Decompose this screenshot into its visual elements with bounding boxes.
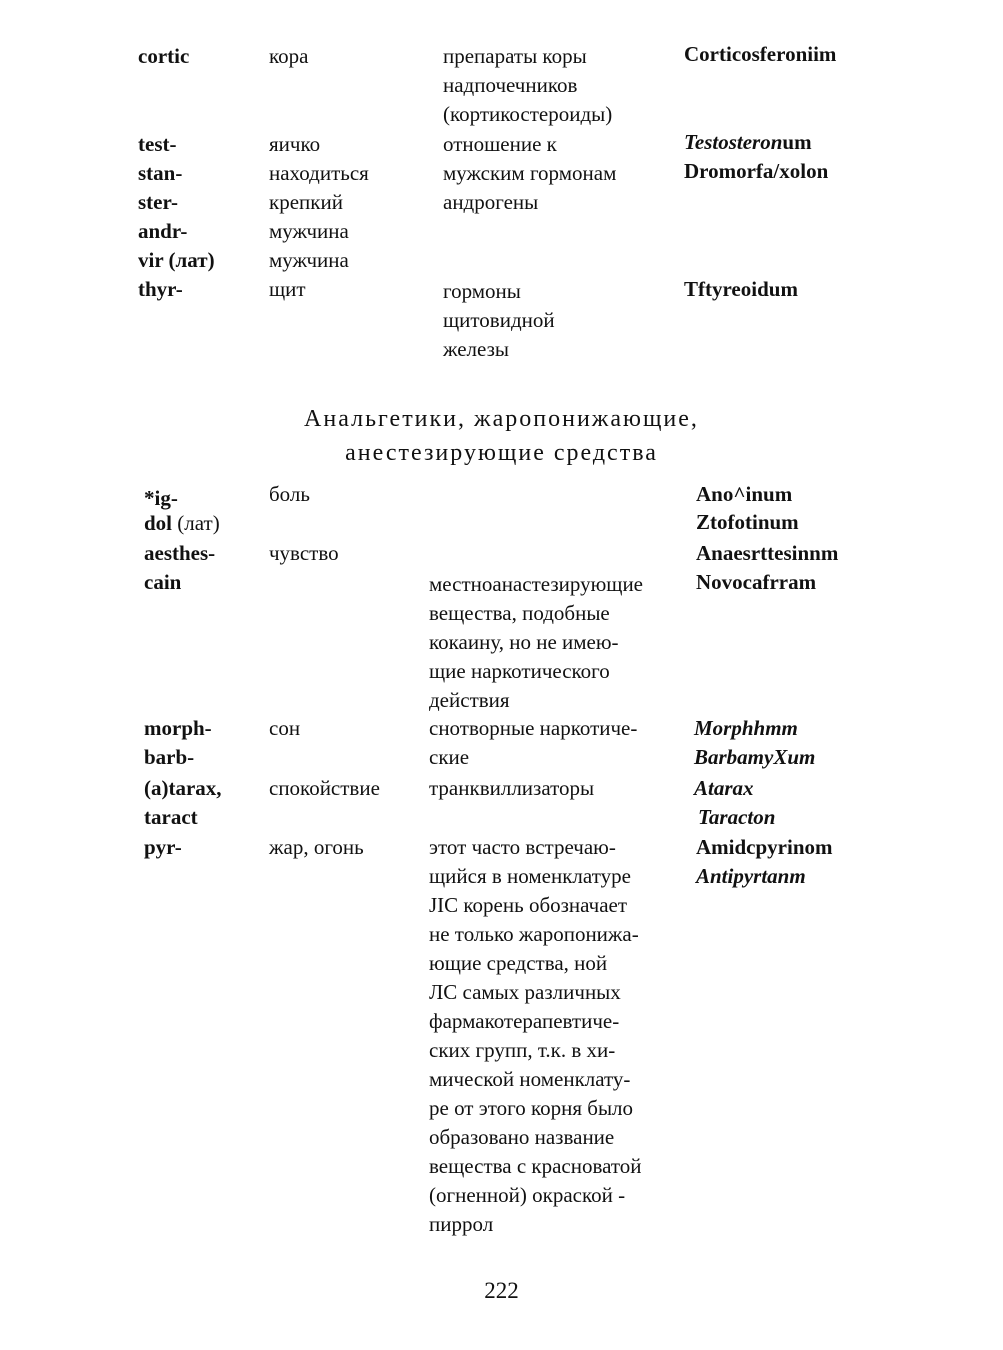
root-term: aesthes- (144, 541, 216, 565)
drug-name: Testosteronum (684, 130, 812, 154)
root-term: cortic (138, 44, 190, 68)
root-term: ster- (138, 190, 179, 214)
root-note: мужским гормонам (443, 161, 617, 185)
root-term: test- (138, 132, 177, 156)
root-note: гормоны (443, 279, 521, 303)
drug-name: Corticosferoniim (684, 42, 837, 66)
root-note: JIC корень обозначает (429, 893, 628, 917)
root-meaning: находиться (269, 161, 369, 185)
root-note: ЛС самых различных (429, 980, 621, 1004)
root-term: thyr- (138, 277, 183, 301)
root-note: ющие средства, ной (429, 951, 608, 975)
root-note: ские (429, 745, 470, 769)
root-term-latin: dol (лат) (144, 511, 220, 535)
root-note: (кортикостероиды) (443, 102, 613, 126)
root-note: образовано название (429, 1125, 615, 1149)
root-note: вещества, подобные (429, 601, 610, 625)
root-meaning: боль (269, 482, 310, 506)
root-note: отношение к (443, 132, 557, 156)
root-term: stan- (138, 161, 183, 185)
page-number: 222 (484, 1278, 519, 1303)
root-meaning: яичко (269, 132, 321, 156)
root-term: (a)tarax, (144, 776, 222, 800)
root-term: morph- (144, 716, 212, 740)
root-note: транквиллизаторы (429, 776, 595, 800)
root-note: препараты коры (443, 44, 587, 68)
root-note: мической номенклату- (429, 1067, 631, 1091)
root-note: не только жаропонижа- (429, 922, 639, 946)
drug-name: Ztofotinum (696, 510, 799, 534)
drug-name: Dromorfa/xolon (684, 159, 829, 183)
root-meaning: мужчина (269, 219, 349, 243)
root-meaning: чувство (269, 541, 339, 565)
drug-name: Antipyrtanm (696, 864, 806, 888)
root-note: щийся в номенклатуре (429, 864, 631, 888)
section-heading: анестезирующие средства (345, 440, 658, 466)
drug-name: Morphhmm (694, 716, 798, 740)
root-note: надпочечников (443, 73, 578, 97)
root-meaning: сон (269, 716, 301, 740)
drug-name: Ano^inum (696, 482, 793, 506)
root-meaning: крепкий (269, 190, 343, 214)
root-note: этот часто встречаю- (429, 835, 616, 859)
root-note: снотворные наркотиче- (429, 716, 638, 740)
drug-name: Tftyreoidum (684, 277, 798, 301)
root-meaning: кора (269, 44, 309, 68)
root-term: barb- (144, 745, 195, 769)
root-term: *ig- (144, 486, 178, 510)
root-note: щие наркотического (429, 659, 610, 683)
root-note: андрогены (443, 190, 539, 214)
root-meaning: мужчина (269, 248, 349, 272)
section-heading: Анальгетики, жаропонижающие, (304, 406, 699, 432)
root-term-latin: vir (лат) (138, 248, 215, 272)
drug-name: Novocafrram (696, 570, 817, 594)
root-meaning: жар, огонь (269, 835, 364, 859)
root-meaning: щит (269, 277, 306, 301)
root-note: ре от этого корня было (429, 1096, 634, 1120)
root-note: (огненной) окраской - (429, 1183, 626, 1207)
root-term: andr- (138, 219, 188, 243)
root-note: пиррол (429, 1212, 494, 1236)
drug-name: Taracton (698, 805, 776, 829)
drug-name: Amidcpyrinom (696, 835, 833, 859)
root-note: щитовидной (443, 308, 555, 332)
root-note: вещества с красноватой (429, 1154, 642, 1178)
root-note: кокаину, но не имею- (429, 630, 619, 654)
drug-name: BarbamyXum (694, 745, 816, 769)
drug-name: Atarax (694, 776, 754, 800)
root-term: cain (144, 570, 182, 594)
root-note: действия (429, 688, 510, 712)
root-note: ских групп, т.к. в хи- (429, 1038, 616, 1062)
drug-name: Anaesrttesinnm (696, 541, 839, 565)
root-note: местноанастезирующие (429, 572, 643, 596)
root-term: taract (144, 805, 198, 829)
root-term: pyr- (144, 835, 182, 859)
root-note: железы (443, 337, 510, 361)
root-note: фармакотерапевтиче- (429, 1009, 620, 1033)
root-meaning: спокойствие (269, 776, 380, 800)
